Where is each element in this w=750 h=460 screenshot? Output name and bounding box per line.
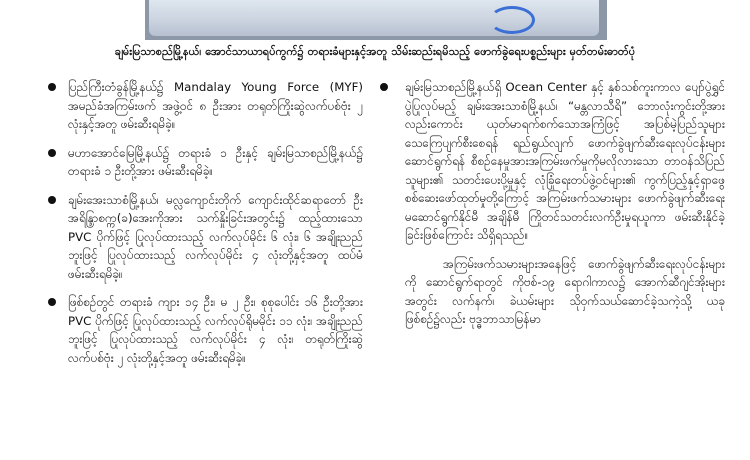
bullet-icon bbox=[48, 196, 56, 204]
bullet-icon bbox=[48, 149, 56, 157]
list-item-text: ချမ်းအေးသာစံမြို့နယ်၊ မလ္လကျောင်းတိုက် ကျောင်းထိုင်ဆရာတော် ဦးအရိန္ဒြာစက္က(ခ)အေးကိုအား သက်နှိုးခြင်းအတွင်း၌ ထည့်ထားသော PVC ပိုက်ဖြင့် ပြုလုပ်ထားသည့် လက်လုပ်မိုင်း ၆ လုံး၊ ၆ အချိုးညည်ဘူးဖြင့် ပြုလုပ်ထားသည့် လက်လုပ်မိုင်း ၄ လုံးတို့နှင့်အတူ ထပ်မံဖမ်းဆီးရမိခဲ့။ bbox=[68, 192, 363, 281]
list-item-text: ဖြစ်စဉ်တွင် တရားခံ ကျား ၁၄ ဦး၊ မ ၂ ဦး၊ စုစုပေါင်း ၁၆ ဦးတို့အား PVC ပိုက်ဖြင့် ပြုလုပ်ထားသည့် လက်လုပ်ရိုမမိုင်း ၁၁ လုံး၊ အချိုးညည်ဘူးဖြင့် ပြုလုပ်ထားသည့် လက်လုပ်မိုင်း ၄ လုံး၊ တရုတ်ကြိုးဆွဲလက်ပစ်ဗုံး ၂ လုံးတို့နှင့်အတူ ဖမ်းဆီးရမိခဲ့။ bbox=[68, 295, 363, 365]
bag-logo-mark bbox=[489, 6, 535, 34]
list-item bbox=[28, 78, 363, 134]
list-item bbox=[28, 144, 363, 181]
photo-caption: ချမ်းမြသာစည်မြို့နယ်၊ အောင်သာယာရပ်ကွက်၌ တရားခံများနှင့်အတူ သိမ်းဆည်းရမိသည့် ဖောက်ခွဲရေးပစ္စည်းများ မှတ်တမ်းဓာတ်ပုံ bbox=[114, 45, 636, 58]
bullet-icon bbox=[48, 83, 56, 91]
bullet-icon bbox=[380, 83, 388, 91]
list-item bbox=[28, 191, 363, 284]
list-item-text: ပြည်ကြီးတံခွန်မြို့နယ်၌ Mandalay Young Force (MYF) အမည်ခံအကြမ်းဖက် အဖွဲ့ဝင် ၈ ဦးအား တရုတ်ကြိုးဆွဲလက်ပစ်ဗုံး ၂ လုံးနှင့်အတူ ဖမ်းဆီးရမိခဲ့။ bbox=[68, 80, 363, 131]
list-item bbox=[380, 78, 725, 245]
list-item bbox=[28, 293, 363, 367]
list-item-text: ချမ်းမြသာစည်မြို့နယ်ရှိ Ocean Center နှင့် နှစ်သစ်ကူးကာလ ပျော်ပွဲရွှင်ပွဲပြုလုပ်မည့် ချမ်းအေးသာစံမြို့နယ်၊ “မန္တလာသီရိ” ဘောလုံးကွင်းတို့အားလည်းကောင်း ယုတ်မာရက်စက်သောအကြံဖြင့် အပြစ်မဲ့ပြည်သူများ သေကြေပျက်စီးစေရန် ရည်ရွယ်လျက် ဖောက်ခွဲဖျက်ဆီးရေးလုပ်ငန်းများ ဆောင်ရွက်ရန် စီစဉ်နေမှုအားအကြမ်းဖက်မှုကိုမလိုလားသော တာဝန်သိပြည်သူများ၏ သတင်းပေးပို့မှုနှင့် လုံခြုံရေးတပ်ဖွဲ့ဝင်များ၏ ကွက်ပြည့်နှင့်ရှာဖွေစစ်ဆေးဖော်ထုတ်မှုတို့ကြောင့် အကြမ်းဖက်သမားများ ဖောက်ခွဲဖျက်ဆီးရေးမဆောင်ရွက်နိုင်မီ အချိန်မီ ကြိုတင်သတင်းလက်ဦးမှုရယူကာ ဖမ်းဆီးနိုင်ခဲ့ခြင်းဖြစ်ကြောင်း သိရှိရသည်။ bbox=[405, 80, 725, 242]
news-photo bbox=[145, 0, 607, 40]
body-paragraph: အကြမ်းဖက်သမားများအနေဖြင့် ဖောက်ခွဲဖျက်ဆီးရေးလုပ်ငန်းများကို ဆောင်ရွက်ရာတွင် ကိုဗစ်-၁၉ ရောဂါကာလ၌ အောက်ဆီဂျင်အိုးများအတွင်း လက်နက်၊ ခဲယမ်းများ သိုဝှက်သယ်ဆောင်ခဲ့သကဲ့သို့ ယခုဖြစ်စဉ်၌လည်း ဗုဒ္ဓဘာသာမြန်မာ bbox=[405, 256, 725, 326]
list-item-text: မဟာအောင်မြေမြို့နယ်၌ တရားခံ ၁ ဦးနှင့် ချမ်းမြသာစည်မြို့နယ်၌ တရားခံ ၁ ဦးတို့အား ဖမ်းဆီးရမိခဲ့။ bbox=[68, 145, 363, 178]
right-column bbox=[380, 78, 725, 329]
bullet-icon bbox=[48, 298, 56, 306]
left-column bbox=[28, 78, 363, 377]
